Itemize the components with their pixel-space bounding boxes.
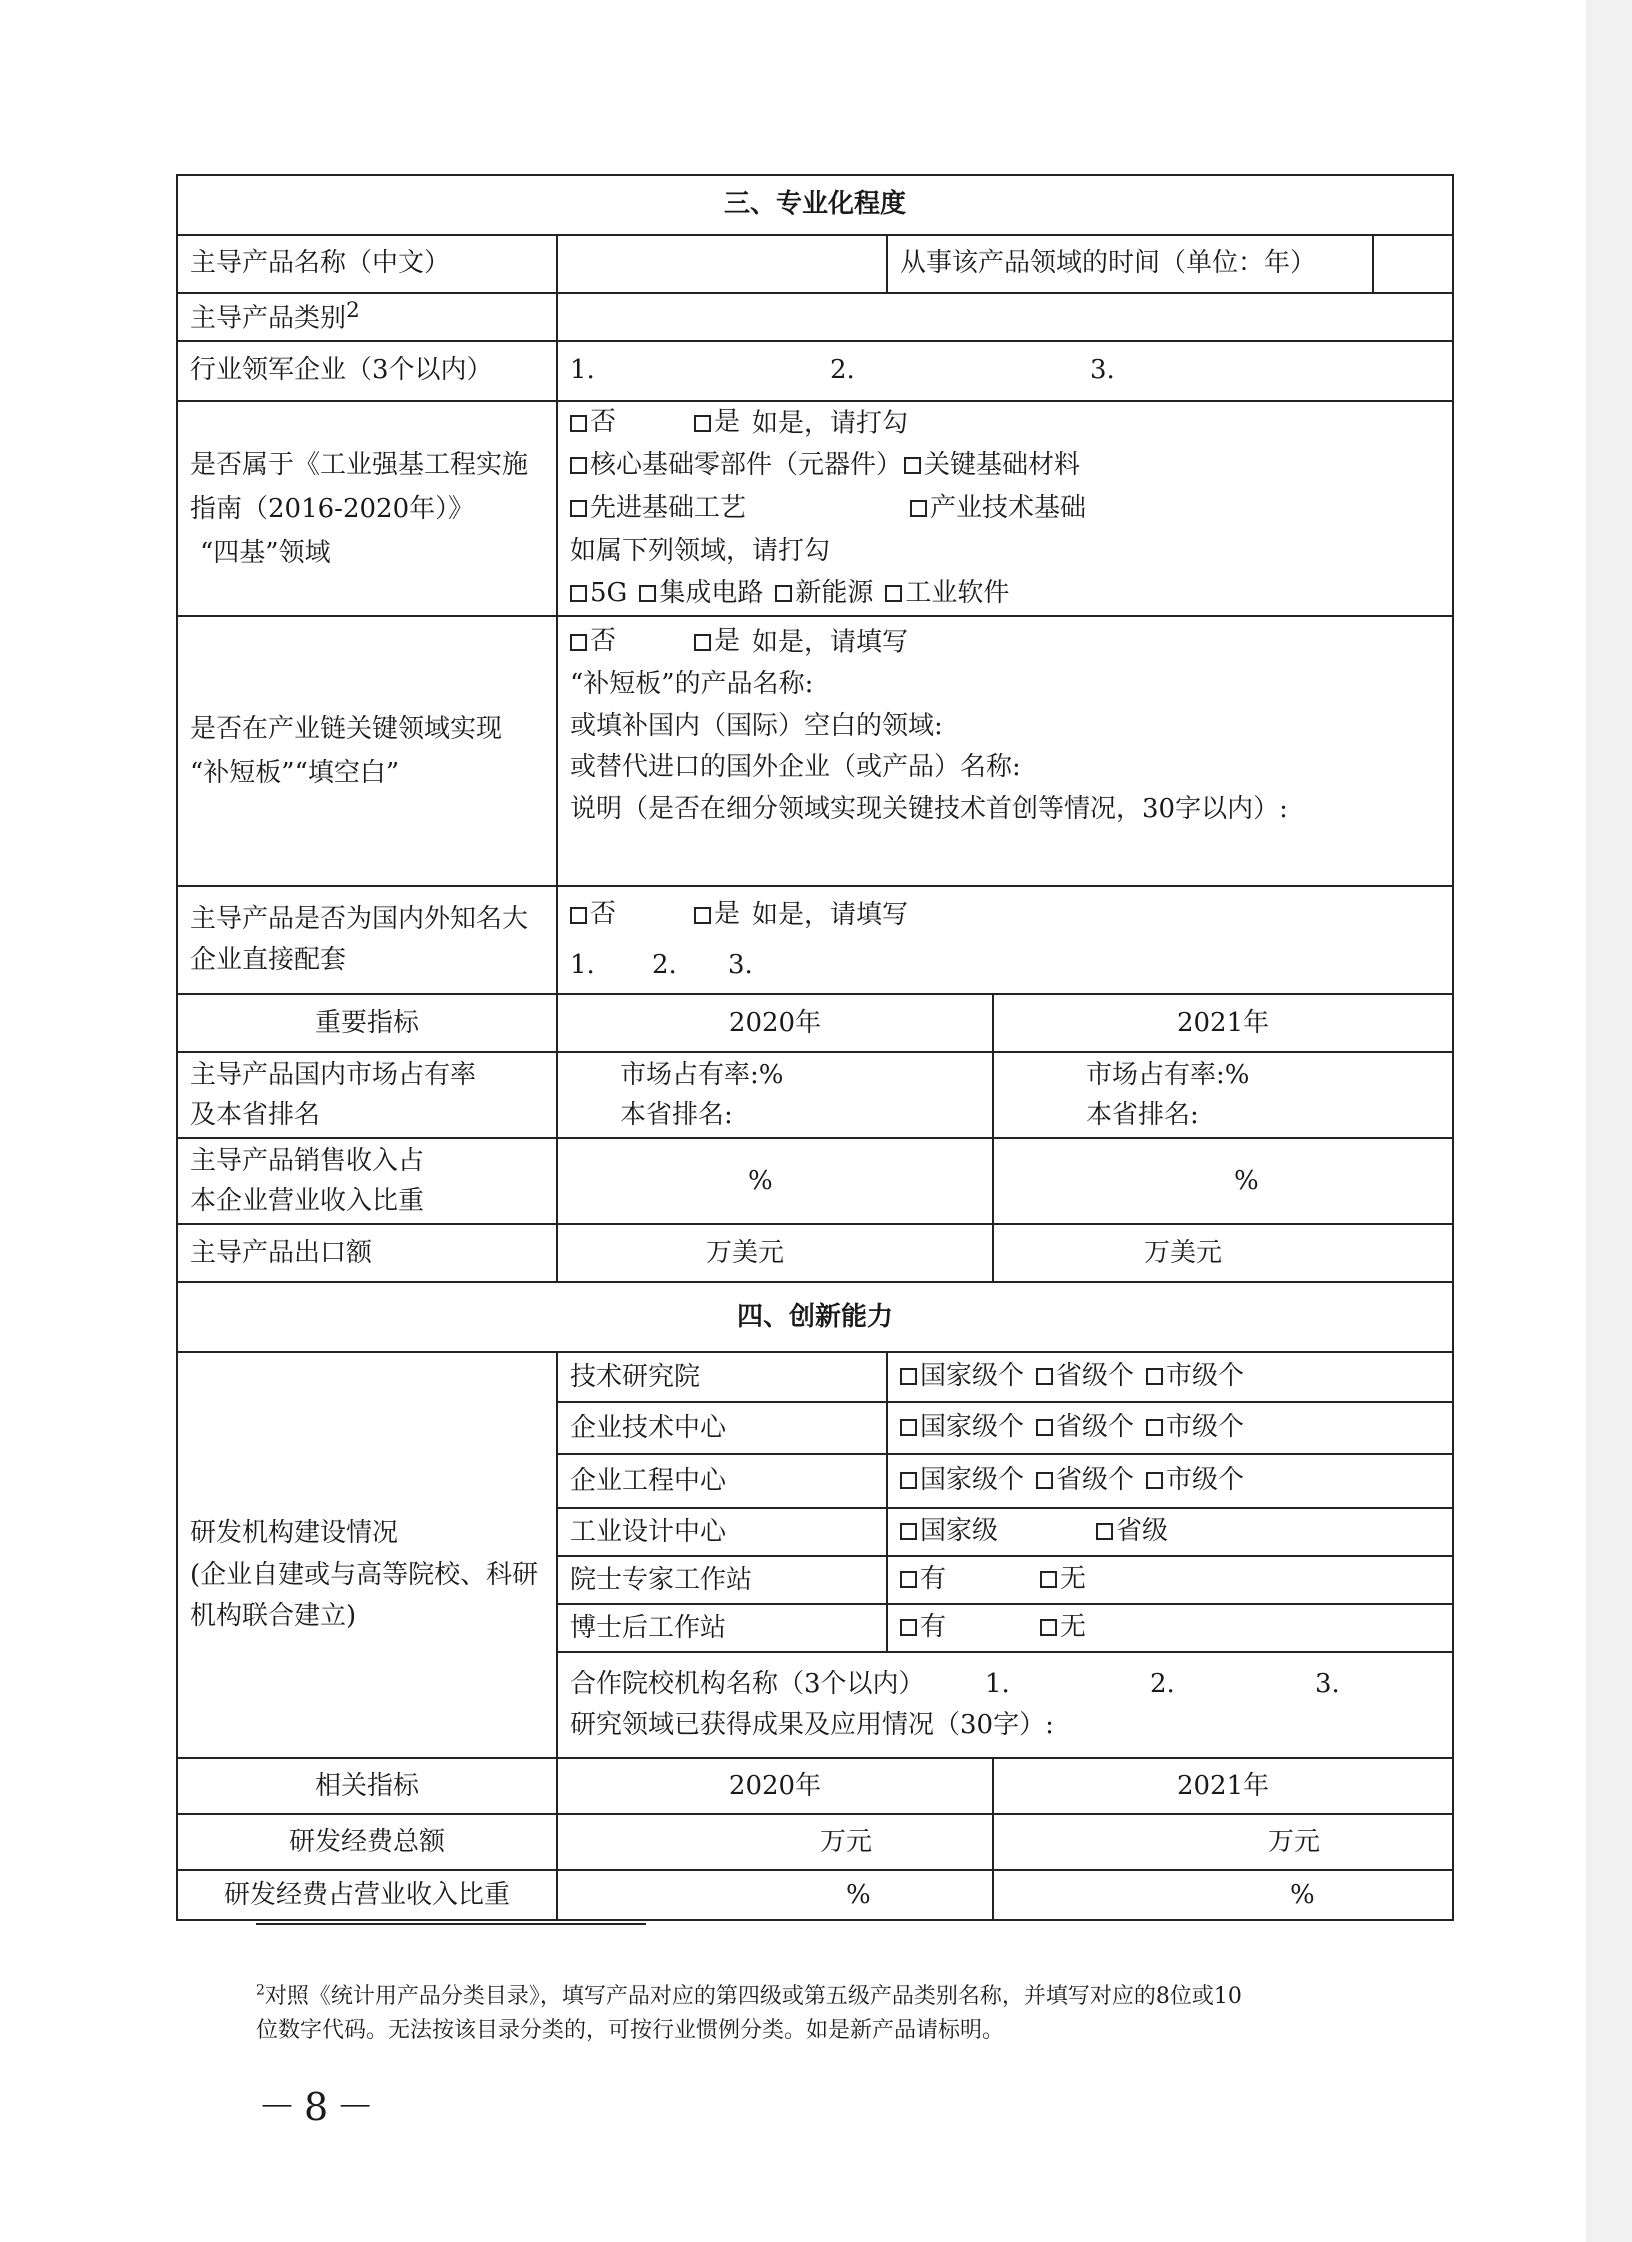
opt-city[interactable] <box>1146 1407 1244 1449</box>
checkbox-icon <box>694 907 711 924</box>
opt-label: 有 <box>920 1611 947 1642</box>
indicators-header-label: 重要指标 <box>177 994 557 1052</box>
coop-item-3[interactable]: 3. <box>1315 1668 1340 1699</box>
institution-options <box>887 1604 1453 1652</box>
product-name-row <box>177 235 1453 293</box>
supporting-item-1[interactable]: 1. <box>570 950 595 980</box>
rd-institutions-label <box>177 1352 557 1758</box>
leaders-row <box>177 341 1453 401</box>
product-category-row <box>177 293 1453 341</box>
four-base-label-1: 是否属于《工业强基工程实施 <box>190 449 529 480</box>
opt-5g[interactable] <box>570 573 627 615</box>
footnote-rule <box>256 1923 646 1925</box>
rd-header-label: 相关指标 <box>177 1758 557 1814</box>
opt-label: 国家级个 <box>920 1411 1025 1442</box>
checkbox-icon <box>1146 1472 1163 1489</box>
revenue-ratio-label <box>177 1138 557 1224</box>
checkbox-icon <box>900 1523 917 1540</box>
opt-label: 省级个 <box>1056 1464 1135 1495</box>
coop-label: 合作院校机构名称（3个以内） <box>570 1668 925 1699</box>
supporting-no-label: 否 <box>590 899 617 930</box>
supporting-label <box>177 886 557 994</box>
checkbox-icon <box>900 1368 917 1385</box>
institution-name: 院士专家工作站 <box>557 1556 887 1604</box>
market-share-label-2: 及本省排名 <box>190 1100 321 1131</box>
footnote <box>256 1980 1326 2048</box>
rd-total-2020[interactable]: 万元 <box>557 1814 993 1870</box>
checkbox-icon <box>1146 1368 1163 1385</box>
short-board-yes[interactable] <box>694 621 740 663</box>
four-base-no-label: 否 <box>590 407 617 438</box>
revenue-ratio-2021[interactable]: % <box>993 1138 1453 1224</box>
supporting-label-2: 企业直接配套 <box>190 945 347 976</box>
opt-5g-label: 5G <box>590 577 628 608</box>
checkbox-icon <box>1036 1472 1053 1489</box>
opt-process[interactable] <box>570 488 898 530</box>
opt-software[interactable] <box>885 573 1009 615</box>
institution-name: 技术研究院 <box>557 1352 887 1402</box>
institution-options <box>887 1402 1453 1454</box>
footnote-line-2: 位数字代码。无法按该目录分类的，可按行业惯例分类。如是新产品请标明。 <box>256 2018 1005 2044</box>
opt-no[interactable] <box>1040 1607 1086 1649</box>
checkbox-icon <box>1040 1619 1057 1636</box>
rd-total-2021[interactable]: 万元 <box>993 1814 1453 1870</box>
coop-fields <box>557 1652 1453 1758</box>
institution-options <box>887 1454 1453 1508</box>
revenue-ratio-label-2: 本企业营业收入比重 <box>190 1186 425 1217</box>
opt-label: 省级 <box>1116 1515 1169 1546</box>
opt-provincial[interactable] <box>1036 1407 1134 1449</box>
opt-ic[interactable] <box>639 573 763 615</box>
short-board-gap-field[interactable]: 或填补国内（国际）空白的领域: <box>570 710 943 741</box>
export-2021[interactable]: 万美元 <box>993 1224 1453 1282</box>
supporting-label-1: 主导产品是否为国内外知名大 <box>190 903 529 934</box>
rd-ratio-2020[interactable]: % <box>557 1870 993 1920</box>
checkbox-icon <box>900 1619 917 1636</box>
export-2020[interactable]: 万美元 <box>557 1224 993 1282</box>
opt-key-materials[interactable] <box>904 445 1080 487</box>
product-name-label: 主导产品名称（中文） <box>177 235 557 293</box>
opt-label: 市级个 <box>1166 1464 1245 1495</box>
indicators-header-row <box>177 994 1453 1052</box>
leader-2: 2. <box>830 355 855 386</box>
coop-achievements[interactable]: 研究领域已获得成果及应用情况（30字）: <box>570 1710 1054 1741</box>
checkbox-icon <box>570 457 587 474</box>
short-board-no-label: 否 <box>590 626 617 657</box>
export-label: 主导产品出口额 <box>177 1224 557 1282</box>
opt-label: 国家级 <box>920 1515 999 1546</box>
supporting-fields <box>557 886 1453 994</box>
checkbox-icon <box>694 634 711 651</box>
footnote-line-1: 对照《统计用产品分类目录》，填写产品对应的第四级或第五级产品类别名称，并填写对应的8位或10 <box>264 1984 1242 2009</box>
opt-national[interactable] <box>900 1460 1024 1502</box>
opt-label: 有 <box>920 1563 947 1594</box>
market-share-2020[interactable] <box>557 1052 993 1138</box>
opt-label: 省级个 <box>1056 1360 1135 1391</box>
market-share-row <box>177 1052 1453 1138</box>
rd-header-2020: 2020年 <box>557 1758 993 1814</box>
short-board-product-name[interactable]: “补短板”的产品名称: <box>570 669 814 700</box>
leader-3: 3. <box>1090 355 1115 386</box>
supporting-no[interactable] <box>570 890 682 939</box>
checkbox-icon <box>1036 1419 1053 1436</box>
market-share-label <box>177 1052 557 1138</box>
four-base-label-3: “四基”领域 <box>200 537 331 568</box>
opt-label: 国家级个 <box>920 1360 1025 1391</box>
institution-options <box>887 1352 1453 1402</box>
market-share-2021-share: 市场占有率:% <box>1086 1060 1250 1091</box>
revenue-ratio-label-1: 主导产品销售收入占 <box>190 1146 425 1177</box>
opt-city[interactable] <box>1146 1460 1244 1502</box>
short-board-label <box>177 616 557 886</box>
opt-ic-label: 集成电路 <box>659 577 764 608</box>
checkbox-icon <box>900 1571 917 1588</box>
opt-label: 市级个 <box>1166 1360 1245 1391</box>
institution-name: 企业技术中心 <box>557 1402 887 1454</box>
revenue-ratio-row <box>177 1138 1453 1224</box>
checkbox-icon <box>694 415 711 432</box>
four-base-row <box>177 401 1453 616</box>
page-number: －8－ <box>258 2085 383 2129</box>
four-base-yes[interactable] <box>694 402 740 444</box>
rd-label-3: 机构联合建立) <box>190 1601 357 1632</box>
opt-provincial[interactable] <box>1036 1356 1134 1398</box>
rd-ratio-row <box>177 1870 1453 1920</box>
short-board-row <box>177 616 1453 886</box>
supporting-row <box>177 886 1453 994</box>
short-board-yes-label: 是 <box>714 626 741 657</box>
supporting-yes-hint: 如是，请填写 <box>752 900 909 931</box>
market-share-label-1: 主导产品国内市场占有率 <box>190 1060 477 1091</box>
institution-name: 工业设计中心 <box>557 1508 887 1556</box>
four-base-sub-hint: 如属下列领域，请打勾 <box>570 535 831 566</box>
market-share-2020-share: 市场占有率:% <box>620 1060 784 1091</box>
page-edge <box>1586 0 1632 2242</box>
short-board-label-1: 是否在产业链关键领域实现 <box>190 714 503 745</box>
opt-national[interactable] <box>900 1356 1024 1398</box>
checkbox-icon <box>910 500 927 517</box>
checkbox-icon <box>900 1419 917 1436</box>
opt-label: 国家级个 <box>920 1464 1025 1495</box>
leader-1: 1. <box>570 355 595 386</box>
opt-label: 省级个 <box>1056 1411 1135 1442</box>
coop-item-1[interactable]: 1. <box>985 1668 1010 1699</box>
footnote-ref: 2 <box>346 298 360 323</box>
short-board-label-2: “补短板”“填空白” <box>190 758 400 789</box>
indicators-header-2021: 2021年 <box>993 994 1453 1052</box>
checkbox-icon <box>885 585 902 602</box>
short-board-no[interactable] <box>570 621 682 663</box>
checkbox-icon <box>1036 1368 1053 1385</box>
revenue-ratio-2020[interactable]: % <box>557 1138 993 1224</box>
supporting-yes[interactable] <box>694 890 740 939</box>
opt-label: 无 <box>1060 1611 1087 1642</box>
opt-national[interactable] <box>900 1407 1024 1449</box>
institution-options <box>887 1508 1453 1556</box>
section3-title: 三、专业化程度 <box>177 175 1453 235</box>
checkbox-icon <box>570 585 587 602</box>
opt-core-parts[interactable] <box>570 445 902 487</box>
market-share-2021-rank: 本省排名: <box>1086 1100 1199 1131</box>
rd-ratio-2021[interactable]: % <box>993 1870 1453 1920</box>
supporting-item-3[interactable]: 3. <box>728 950 753 980</box>
institution-options <box>887 1556 1453 1604</box>
indicators-header-2020: 2020年 <box>557 994 993 1052</box>
export-row <box>177 1224 1453 1282</box>
four-base-label <box>177 401 557 616</box>
coop-item-2[interactable]: 2. <box>1150 1668 1175 1699</box>
opt-yes[interactable] <box>900 1559 1028 1601</box>
supporting-yes-label: 是 <box>714 899 741 930</box>
section4-title: 四、创新能力 <box>177 1282 1453 1352</box>
checkbox-icon <box>775 585 792 602</box>
rd-total-label: 研发经费总额 <box>177 1814 557 1870</box>
opt-process-label: 先进基础工艺 <box>590 493 747 524</box>
opt-yes[interactable] <box>900 1607 1028 1649</box>
leaders-input[interactable] <box>557 341 1453 401</box>
rd-header-2021: 2021年 <box>993 1758 1453 1814</box>
product-category-text: 主导产品类别 <box>190 303 347 334</box>
checkbox-icon <box>639 585 656 602</box>
four-base-yes-hint: 如是，请打勾 <box>752 408 909 439</box>
supporting-item-2[interactable]: 2. <box>652 950 677 980</box>
footnote-number: 2 <box>256 1982 265 1999</box>
checkbox-icon <box>570 907 587 924</box>
opt-core-parts-label: 核心基础零部件（元器件） <box>590 450 903 481</box>
product-period-label: 从事该产品领域的时间（单位：年） <box>887 235 1373 293</box>
checkbox-icon <box>900 1472 917 1489</box>
product-period-input[interactable] <box>1373 235 1453 293</box>
institution-name: 企业工程中心 <box>557 1454 887 1508</box>
short-board-yes-hint: 如是，请填写 <box>752 627 909 658</box>
opt-software-label: 工业软件 <box>905 577 1010 608</box>
checkbox-icon <box>570 415 587 432</box>
short-board-description[interactable]: 说明（是否在细分领域实现关键技术首创等情况，30字以内）: <box>570 794 1288 825</box>
rd-header-row <box>177 1758 1453 1814</box>
short-board-import-field[interactable]: 或替代进口的国外企业（或产品）名称: <box>570 752 1021 783</box>
checkbox-icon <box>1146 1419 1163 1436</box>
institution-row-0 <box>177 1352 1453 1402</box>
market-share-2021[interactable] <box>993 1052 1453 1138</box>
leaders-label: 行业领军企业（3个以内） <box>177 341 557 401</box>
rd-label-1: 研发机构建设情况 <box>190 1518 399 1549</box>
opt-new-energy-label: 新能源 <box>795 577 874 608</box>
opt-label: 无 <box>1060 1563 1087 1594</box>
four-base-options <box>557 401 1453 616</box>
checkbox-icon <box>904 457 921 474</box>
opt-no[interactable] <box>1040 1559 1086 1601</box>
checkbox-icon <box>1040 1571 1057 1588</box>
opt-new-energy[interactable] <box>775 573 873 615</box>
checkbox-icon <box>1096 1523 1113 1540</box>
market-share-2020-rank: 本省排名: <box>620 1100 733 1131</box>
short-board-fields <box>557 616 1453 886</box>
opt-tech-base-label: 产业技术基础 <box>930 493 1087 524</box>
opt-national[interactable] <box>900 1511 1084 1553</box>
product-category-label <box>177 293 557 341</box>
product-category-input[interactable] <box>557 293 1453 341</box>
product-name-input[interactable] <box>557 235 887 293</box>
rd-label-2: (企业自建或与高等院校、科研 <box>190 1559 539 1590</box>
enterprise-form-table <box>176 174 1454 1921</box>
opt-city[interactable] <box>1146 1356 1244 1398</box>
four-base-yes-label: 是 <box>714 407 741 438</box>
four-base-label-2: 指南（2016-2020年）》 <box>190 493 475 524</box>
checkbox-icon <box>570 634 587 651</box>
four-base-no[interactable] <box>570 402 682 444</box>
opt-label: 市级个 <box>1166 1411 1245 1442</box>
opt-key-materials-label: 关键基础材料 <box>924 450 1081 481</box>
opt-provincial[interactable] <box>1096 1511 1168 1553</box>
institution-name: 博士后工作站 <box>557 1604 887 1652</box>
rd-total-row <box>177 1814 1453 1870</box>
section3-title-row <box>177 175 1453 235</box>
rd-ratio-label: 研发经费占营业收入比重 <box>177 1870 557 1920</box>
checkbox-icon <box>570 500 587 517</box>
opt-provincial[interactable] <box>1036 1460 1134 1502</box>
opt-tech-base[interactable] <box>910 488 1086 530</box>
section4-title-row <box>177 1282 1453 1352</box>
